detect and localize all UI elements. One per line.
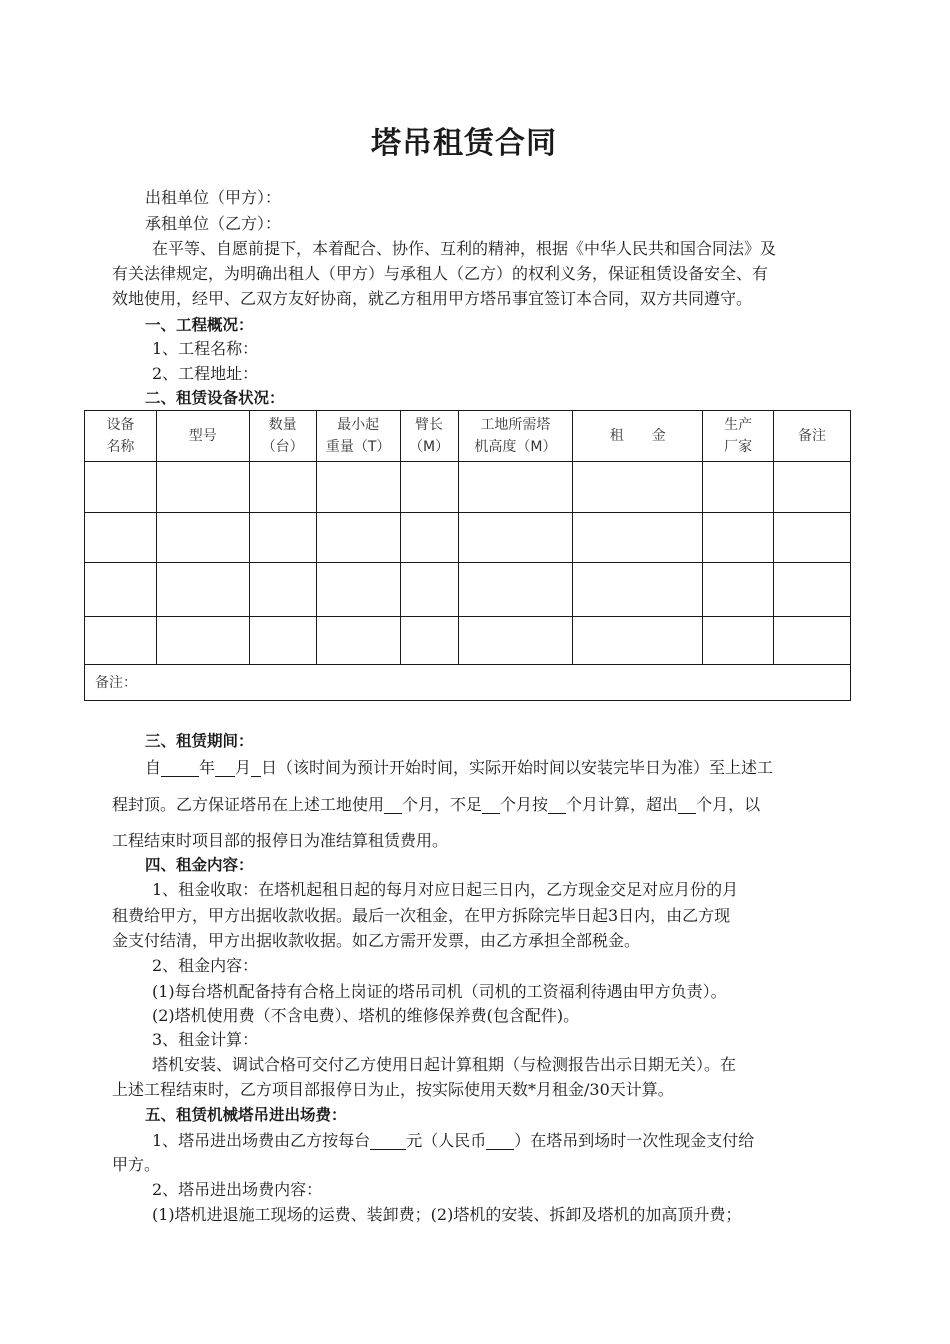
lessee-line: 承租单位（乙方）： — [145, 214, 282, 233]
section-2-heading: 二、租赁设备状况： — [145, 389, 285, 407]
col-header-equipment-name: 设备 名称 — [85, 411, 157, 462]
table-row — [85, 513, 851, 563]
col-header-rent: 租 金 — [573, 411, 703, 462]
rent-collection-line-3: 金支付结清，甲方出据收款收据。如乙方需开发票，由乙方承担全部税金。 — [112, 931, 641, 950]
entry-fee-content-items: (1)塔机进退施工现场的运费、装卸费；(2)塔机的安装、拆卸及塔机的加高顶升费； — [152, 1205, 742, 1224]
rent-collection-line-2: 租费给甲方，甲方出据收款收据。最后一次租金，在甲方拆除完毕日起3日内，由乙方现 — [112, 906, 731, 925]
equipment-table — [84, 410, 851, 701]
intro-line-1: 在平等、自愿前提下，本着配合、协作、互利的精神，根据《中华人民共和国合同法》及 — [152, 239, 777, 258]
entry-fee-content-label: 2、塔吊进出场费内容： — [152, 1180, 323, 1199]
period-line-1: 自 年 月 日（该时间为预计开始时间，实际开始时间以安装完毕日为准）至上述工 — [145, 758, 774, 777]
lessor-line: 出租单位（甲方）： — [145, 188, 282, 207]
rent-calc-line-2: 上述工程结束时，乙方项目部报停日为止，按实际使用天数*月租金/30天计算。 — [112, 1080, 674, 1099]
col-header-remarks: 备注 — [774, 411, 851, 462]
section-3-heading: 三、租赁期间： — [145, 732, 254, 750]
period-line-3: 工程结束时项目部的报停日为准结算租赁费用。 — [112, 831, 449, 850]
table-row — [85, 563, 851, 617]
col-header-boom-length: 臂长 （M） — [400, 411, 458, 462]
col-header-crane-height: 工地所需塔 机高度（M） — [458, 411, 573, 462]
table-header-row — [85, 411, 851, 462]
rent-content-item-1: (1)每台塔机配备持有合格上岗证的塔吊司机（司机的工资福利待遇由甲方负责）。 — [152, 982, 727, 1001]
intro-line-2: 有关法律规定，为明确出租人（甲方）与承租人（乙方）的权利义务，保证租赁设备安全、有 — [112, 264, 769, 283]
project-address-line: 2、工程地址： — [152, 364, 259, 383]
intro-line-3: 效地使用，经甲、乙双方友好协商，就乙方租用甲方塔吊事宜签订本合同，双方共同遵守。 — [112, 289, 753, 308]
rent-content-label: 2、租金内容： — [152, 956, 259, 975]
col-header-quantity: 数量 （台） — [249, 411, 316, 462]
section-5-heading: 五、租赁机械塔吊进出场费： — [145, 1106, 347, 1124]
col-header-min-lift: 最小起 重量（T） — [316, 411, 400, 462]
rent-content-item-2: (2)塔机使用费（不含电费）、塔机的维修保养费(包含配件)。 — [152, 1006, 580, 1025]
rent-collection-line-1: 1、租金收取：在塔机起租日起的每月对应日起三日内，乙方现金交足对应月份的月 — [152, 880, 739, 899]
table-notes-cell[interactable]: 备注： — [85, 665, 851, 701]
table-row — [85, 462, 851, 513]
period-line-2: 程封顶。乙方保证塔吊在上述工地使用 个月，不足 个月按 个月计算，超出 个月，以 — [112, 795, 761, 814]
section-4-heading: 四、租金内容： — [145, 856, 254, 874]
col-header-model: 型号 — [156, 411, 249, 462]
entry-fee-line-1: 1、塔吊进出场费由乙方按每台 元（人民币 ）在塔吊到场时一次性现金支付给 — [152, 1131, 755, 1150]
col-header-manufacturer: 生产 厂家 — [703, 411, 774, 462]
rent-calc-line-1: 塔机安装、调试合格可交付乙方使用日起计算租期（与检测报告出示日期无关）。在 — [152, 1055, 737, 1074]
entry-fee-line-2: 甲方。 — [112, 1155, 161, 1174]
project-name-line: 1、工程名称： — [152, 339, 259, 358]
rent-calc-label: 3、租金计算： — [152, 1030, 259, 1049]
table-row — [85, 617, 851, 665]
table-notes-row — [85, 665, 851, 701]
document-title: 塔吊租赁合同 — [371, 126, 557, 161]
section-1-heading: 一、工程概况： — [145, 316, 254, 334]
